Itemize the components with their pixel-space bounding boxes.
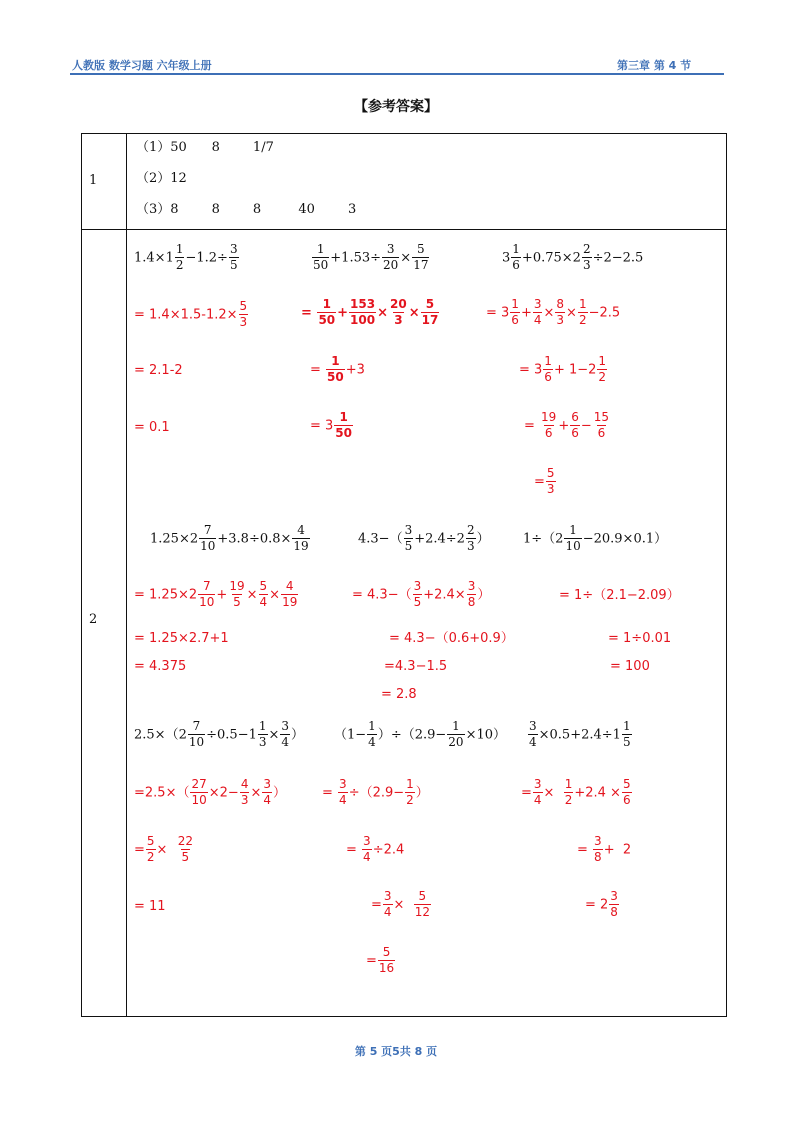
table-border-top [81, 133, 727, 134]
b1-step-2: = 1.25×2.7+1 [134, 631, 229, 646]
problem-a2: $\frac{1}{50}$ +1.53÷ $\frac{3}{20}$ × $\frac{5}{17}$ [313, 242, 429, 273]
table-row-divider [81, 229, 727, 230]
page-title: 【参考答案】 [354, 99, 438, 115]
row-number-1: 1 [89, 173, 98, 188]
c2-step-4: = $\frac{5}{16}$ [366, 945, 395, 976]
c3-step-2: = $\frac{3}{8}$ + 2 [577, 834, 632, 865]
b3-step-2: = 1÷0.01 [608, 631, 672, 646]
table-border-bottom [81, 1016, 727, 1017]
header-left: 人教版 数学习题 六年级上册 [72, 59, 212, 72]
a3-step-2: = 3 $\frac{1}{6}$ + 1−2 $\frac{1}{2}$ [519, 354, 607, 385]
q1-line-1: （1）50 8 1/7 [136, 140, 274, 155]
c1-step-1: =2.5×（ $\frac{27}{10}$ ×2− $\frac{4}{3}$ × $\frac{3}{4}$ ） [134, 777, 287, 808]
a2-step-3: = 3 $\frac{1}{50}$ [310, 410, 352, 441]
row-number-2: 2 [89, 612, 98, 627]
c2-step-2: = $\frac{3}{4}$ ÷2.4 [346, 834, 405, 865]
c3-step-1: = $\frac{3}{4}$ × $\frac{1}{2}$ +2.4 × $\frac{5}{6}$ [521, 777, 631, 808]
problem-c3: $\frac{3}{4}$ ×0.5+2.4÷1 $\frac{1}{5}$ [529, 719, 631, 750]
b2-step-4: = 2.8 [381, 687, 417, 702]
q1-line-2: （2）12 [136, 171, 187, 186]
c1-step-2: = $\frac{5}{2}$ × $\frac{22}{5}$ [134, 834, 193, 865]
c1-step-3: = 11 [134, 899, 166, 914]
b2-step-2: = 4.3−（0.6+0.9） [389, 631, 514, 646]
header-rule [70, 73, 724, 75]
b2-step-3: =4.3−1.5 [384, 659, 448, 674]
a1-step-2: = 2.1-2 [134, 363, 183, 378]
b3-step-3: = 100 [610, 659, 650, 674]
problem-c2: （1− $\frac{1}{4}$ ）÷（2.9− $\frac{1}{20}$ ×10） [334, 719, 506, 750]
c3-step-3: = 2 $\frac{3}{8}$ [585, 889, 618, 920]
b2-step-1: = 4.3−（ $\frac{3}{5}$ +2.4× $\frac{3}{8}$ ） [352, 579, 491, 610]
a2-step-1: = $\frac{1}{50}$ + $\frac{153}{100}$ × $\frac{20}{3}$ × $\frac{5}{17}$ [301, 297, 439, 328]
table-border-left [81, 133, 82, 1017]
a2-step-2: = $\frac{1}{50}$ +3 [310, 354, 365, 385]
problem-a1: 1.4×1 $\frac{1}{2}$ −1.2÷ $\frac{3}{5}$ [134, 242, 238, 273]
a1-step-1: = 1.4×1.5-1.2× $\frac{5}{3}$ [134, 299, 248, 330]
problem-b3: 1÷（2 $\frac{1}{10}$ −20.9×0.1） [523, 523, 668, 554]
problem-b2: 4.3−（ $\frac{3}{5}$ +2.4÷2 $\frac{2}{3}$ ） [358, 523, 490, 554]
a3-step-3: = $\frac{19}{6}$ + $\frac{6}{6}$ − $\frac{15}{6}$ [524, 410, 610, 441]
table-border-right [726, 133, 727, 1017]
header-right: 第三章 第 4 节 [617, 59, 692, 72]
problem-c1: 2.5×（2 $\frac{7}{10}$ ÷0.5−1 $\frac{1}{3}$ × $\frac{3}{4}$ ） [134, 719, 305, 750]
b3-step-1: = 1÷（2.1−2.09） [559, 588, 680, 603]
page-footer: 第 5 页5共 8 页 [354, 1045, 438, 1058]
b1-step-1: = 1.25×2 $\frac{7}{10}$ + $\frac{19}{5}$ × $\frac{5}{4}$ × $\frac{4}{19}$ [134, 579, 298, 610]
b1-step-3: = 4.375 [134, 659, 187, 674]
a1-step-3: = 0.1 [134, 420, 170, 435]
problem-a3: 3 $\frac{1}{6}$ +0.75×2 $\frac{2}{3}$ ÷2−2.5 [502, 242, 644, 273]
a3-step-4: = $\frac{5}{3}$ [534, 466, 555, 497]
a3-step-1: = 3 $\frac{1}{6}$ + $\frac{3}{4}$ × $\frac{8}{3}$ × $\frac{1}{2}$ −2.5 [486, 297, 621, 328]
table-column-divider [126, 133, 127, 1017]
c2-step-3: = $\frac{3}{4}$ × $\frac{5}{12}$ [371, 889, 430, 920]
q1-line-3: （3）8 8 8 40 3 [136, 202, 357, 217]
c2-step-1: = $\frac{3}{4}$ ÷（2.9− $\frac{1}{2}$ ） [322, 777, 429, 808]
problem-b1: 1.25×2 $\frac{7}{10}$ +3.8÷0.8× $\frac{4}{19}$ [150, 523, 309, 554]
